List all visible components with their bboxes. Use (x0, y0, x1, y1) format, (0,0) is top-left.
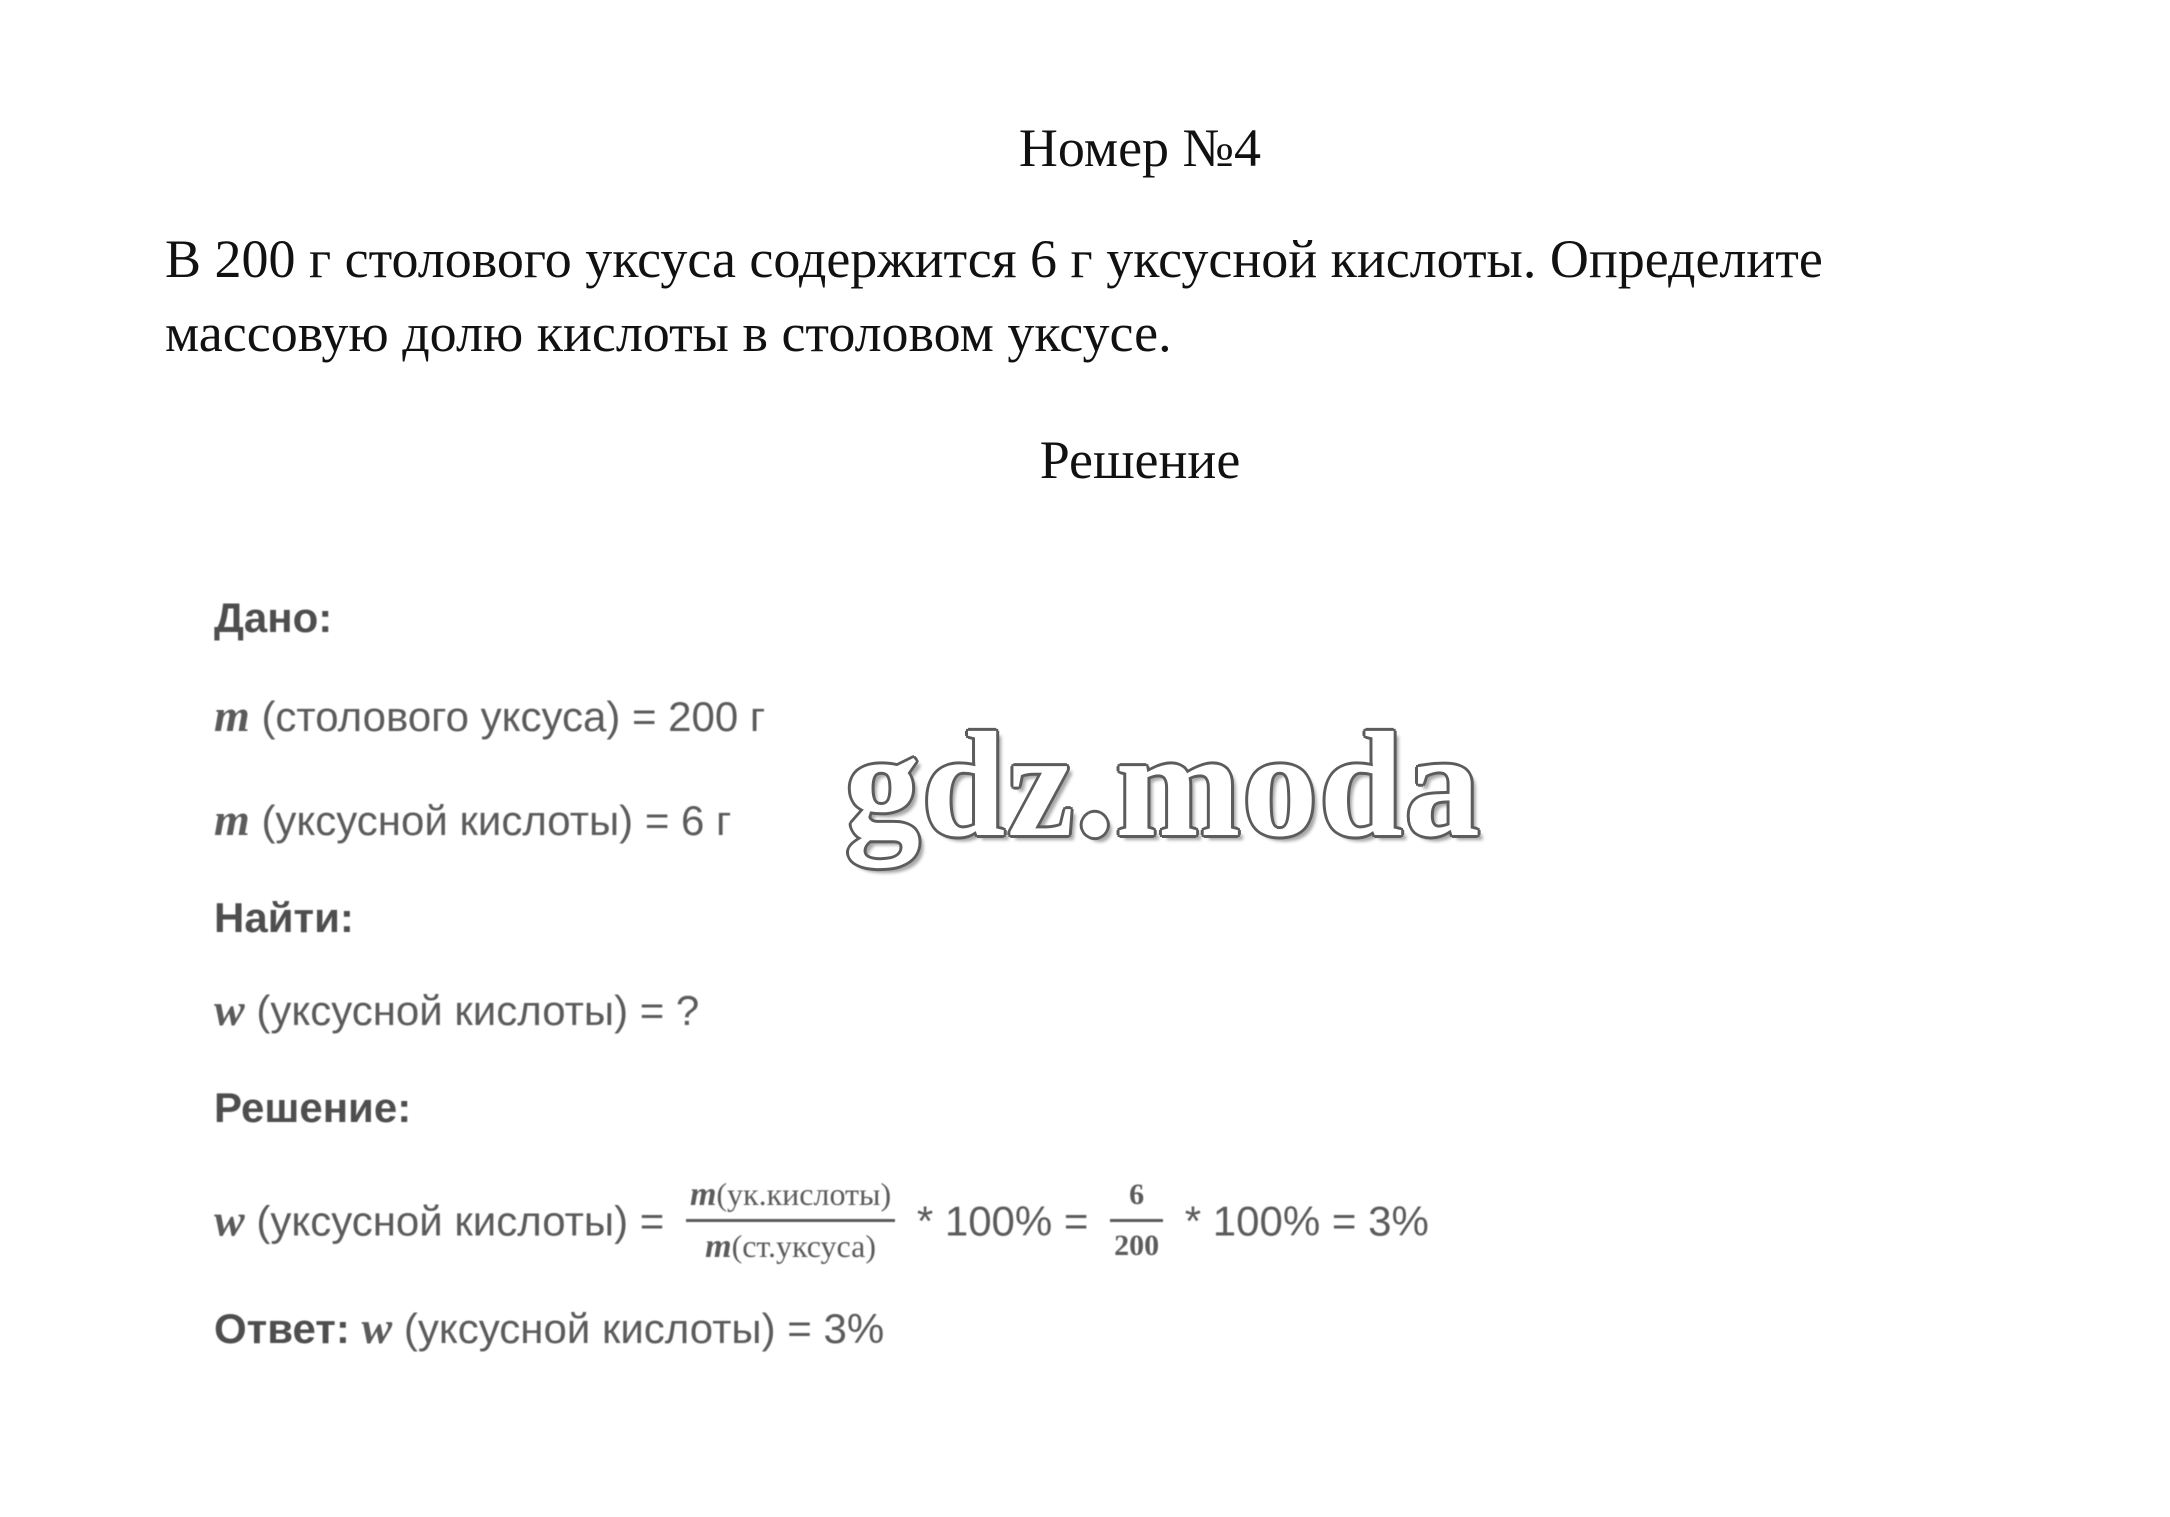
fraction-values-numerator: 6 (1110, 1175, 1163, 1222)
problem-line-2: массовую долю кислоты в столовом уксусе. (165, 303, 1172, 363)
solution-label: Решение: (214, 1084, 412, 1131)
given-1-text: (столового уксуса) = 200 г (249, 693, 766, 740)
fraction-masses (686, 1174, 895, 1267)
fraction-values (1110, 1175, 1163, 1266)
formula-line (214, 1178, 1429, 1271)
watermark-logo: gdz.moda (845, 702, 1482, 868)
page-title: Номер №4 (1018, 118, 1262, 178)
problem-line-1: В 200 г столового уксуса содержится 6 г уксусной кислоты. Определите (165, 229, 1823, 289)
given-label: Дано: (214, 594, 333, 641)
fraction-numerator (686, 1174, 895, 1222)
solution-heading: Решение (1039, 430, 1241, 490)
fraction-denominator (686, 1222, 895, 1267)
formula-mid: * 100% = (905, 1197, 1101, 1245)
given-line-1 (214, 688, 765, 745)
given-2-text: (уксусной кислоты) = 6 г (249, 797, 732, 844)
mass-symbol: m (689, 1176, 717, 1213)
answer-label: Ответ: (214, 1305, 350, 1352)
answer-text: (уксусной кислоты) = 3% (392, 1305, 885, 1352)
answer-line (214, 1300, 884, 1357)
given-line-2 (214, 792, 731, 849)
mass-fraction-symbol: w (214, 984, 245, 1035)
mass-symbol: m (214, 690, 250, 741)
mass-fraction-symbol: w (214, 1194, 245, 1246)
find-text: (уксусной кислоты) = ? (244, 987, 700, 1034)
mass-symbol: m (214, 794, 250, 845)
denominator-text: (ст.уксуса) (731, 1228, 876, 1264)
formula-end: * 100% = 3% (1173, 1197, 1429, 1245)
problem-statement (165, 222, 2045, 370)
formula-left: (уксусной кислоты) = (244, 1197, 676, 1245)
solution-image (214, 580, 1714, 1380)
find-line (214, 982, 699, 1039)
find-label: Найти: (214, 894, 354, 941)
mass-symbol: m (705, 1228, 732, 1265)
numerator-text: (ук.кислоты) (716, 1176, 892, 1212)
mass-fraction-symbol: w (361, 1302, 393, 1353)
fraction-values-denominator: 200 (1114, 1229, 1160, 1262)
